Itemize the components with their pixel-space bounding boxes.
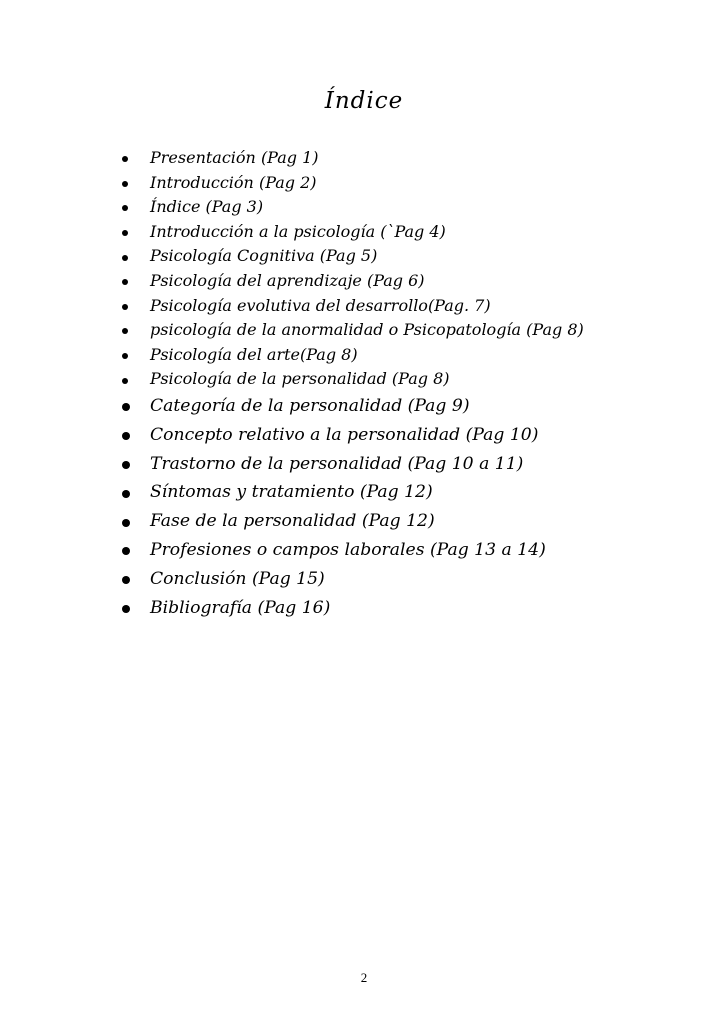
bullet-icon bbox=[122, 576, 130, 584]
page-title: Índice bbox=[324, 88, 404, 114]
bullet-icon bbox=[122, 432, 130, 440]
bullet-icon bbox=[122, 328, 128, 334]
toc-item bbox=[122, 171, 702, 196]
toc-item-label: Psicología Cognitiva (Pag 5) bbox=[150, 246, 378, 266]
toc-item bbox=[122, 450, 702, 479]
toc-item-label: Categoría de la personalidad (Pag 9) bbox=[150, 395, 470, 416]
toc-item-label: Profesiones o campos laborales (Pag 13 a 14) bbox=[150, 539, 546, 560]
bullet-icon bbox=[122, 490, 130, 498]
table-of-contents bbox=[122, 146, 702, 622]
bullet-icon bbox=[122, 403, 130, 411]
toc-item-label: Bibliografía (Pag 16) bbox=[150, 597, 331, 618]
toc-item bbox=[122, 594, 702, 623]
toc-item-label: Psicología del arte(Pag 8) bbox=[150, 344, 358, 364]
bullet-icon bbox=[122, 304, 128, 310]
toc-item bbox=[122, 392, 702, 421]
bullet-icon bbox=[122, 519, 130, 527]
toc-item bbox=[122, 244, 702, 269]
toc-item-label: Psicología evolutiva del desarrollo(Pag. 7) bbox=[150, 295, 491, 315]
toc-item bbox=[122, 318, 702, 343]
bullet-icon bbox=[122, 230, 128, 236]
toc-item-label: Psicología de la personalidad (Pag 8) bbox=[150, 369, 450, 389]
toc-item-label: Concepto relativo a la personalidad (Pag 10) bbox=[150, 424, 539, 445]
toc-item bbox=[122, 220, 702, 245]
toc-item bbox=[122, 421, 702, 450]
toc-item-label: Introducción (Pag 2) bbox=[150, 172, 317, 192]
toc-item bbox=[122, 269, 702, 294]
bullet-icon bbox=[122, 279, 128, 285]
bullet-icon bbox=[122, 605, 130, 613]
bullet-icon bbox=[122, 461, 130, 469]
bullet-icon bbox=[122, 378, 128, 384]
toc-item-label: Síntomas y tratamiento (Pag 12) bbox=[150, 482, 433, 503]
page-number: 2 bbox=[360, 970, 368, 985]
toc-item bbox=[122, 478, 702, 507]
toc-item-label: Presentación (Pag 1) bbox=[150, 148, 319, 167]
toc-item bbox=[122, 146, 702, 171]
toc-item-label: psicología de la anormalidad o Psicopatología (Pag 8) bbox=[150, 320, 584, 340]
toc-item bbox=[122, 565, 702, 594]
toc-item-label: Psicología del aprendizaje (Pag 6) bbox=[150, 270, 425, 290]
toc-item bbox=[122, 294, 702, 319]
bullet-icon bbox=[122, 181, 128, 187]
toc-item-label: Fase de la personalidad (Pag 12) bbox=[150, 511, 435, 532]
toc-item bbox=[122, 195, 702, 220]
bullet-icon bbox=[122, 353, 128, 359]
toc-item-label: Conclusión (Pag 15) bbox=[150, 568, 325, 589]
bullet-icon bbox=[122, 255, 128, 261]
bullet-icon bbox=[122, 156, 128, 162]
toc-item bbox=[122, 343, 702, 368]
toc-item-label: Introducción a la psicología (`Pag 4) bbox=[150, 221, 446, 241]
bullet-icon bbox=[122, 547, 130, 555]
toc-item-label: Índice (Pag 3) bbox=[150, 197, 264, 217]
toc-item bbox=[122, 367, 702, 392]
toc-item bbox=[122, 507, 702, 536]
bullet-icon bbox=[122, 205, 128, 211]
toc-item bbox=[122, 536, 702, 565]
toc-item-label: Trastorno de la personalidad (Pag 10 a 11) bbox=[150, 453, 524, 474]
